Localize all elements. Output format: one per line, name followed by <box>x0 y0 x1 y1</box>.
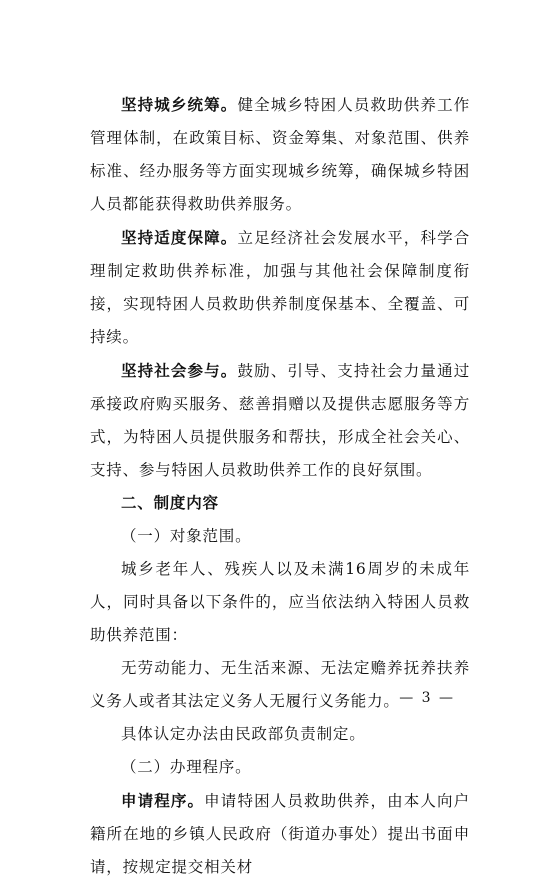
document-body <box>90 88 470 884</box>
paragraph-text: 立足经济社会发展水平，科学合理制定救助供养标准，加强与其他社会保障制度衔接，实现特困人员救助供养制度保基本、全覆盖、可持续。 <box>90 229 471 346</box>
paragraph-text: 申请特困人员救助供养，由本人向户籍所在地的乡镇人民政府（街道办事处）提出书面申请，按规定提交相关材 <box>90 792 470 876</box>
paragraph-lead: 坚持社会参与。 <box>121 361 238 380</box>
paragraph-urban-rural <box>90 88 470 221</box>
paragraph-application-procedure <box>90 784 470 884</box>
paragraph-moderate-guarantee <box>90 221 470 354</box>
paragraph-lead: 坚持适度保障。 <box>121 228 238 247</box>
page-number: — 3 — <box>399 690 455 706</box>
paragraph-scope-criteria: 无劳动能力、无生活来源、无法定赡养抚养扶养义务人或者其法定义务人无履行义务能力。 <box>90 659 470 710</box>
paragraph-text: 鼓励、引导、支持社会力量通过承接政府购买服务、慈善捐赠以及提供志愿服务等方式，为特困人员提供服务和帮扶，形成全社会关心、支持、参与特困人员救助供养工作的良好氛围。 <box>90 362 471 479</box>
paragraph-text: 健全城乡特困人员救助供养工作管理体制，在政策目标、资金筹集、对象范围、供养标准、经办服务等方面实现城乡统筹，确保城乡特困人员都能获得救助供养服务。 <box>90 96 471 213</box>
subsection-heading-scope: （一）对象范围。 <box>121 527 252 545</box>
section-heading: 二、制度内容 <box>121 494 219 512</box>
paragraph-scope-conditions: 城乡老年人、残疾人以及未满16周岁的未成年人，同时具备以下条件的，应当依法纳入特困人员救助供养范围： <box>90 560 470 644</box>
paragraph-scope-rules: 具体认定办法由民政部负责制定。 <box>121 725 366 743</box>
paragraph-social-participation <box>90 354 470 487</box>
subsection-heading-procedure: （二）办理程序。 <box>121 758 252 776</box>
paragraph-lead: 申请程序。 <box>121 791 205 810</box>
paragraph-lead: 坚持城乡统筹。 <box>121 95 238 114</box>
